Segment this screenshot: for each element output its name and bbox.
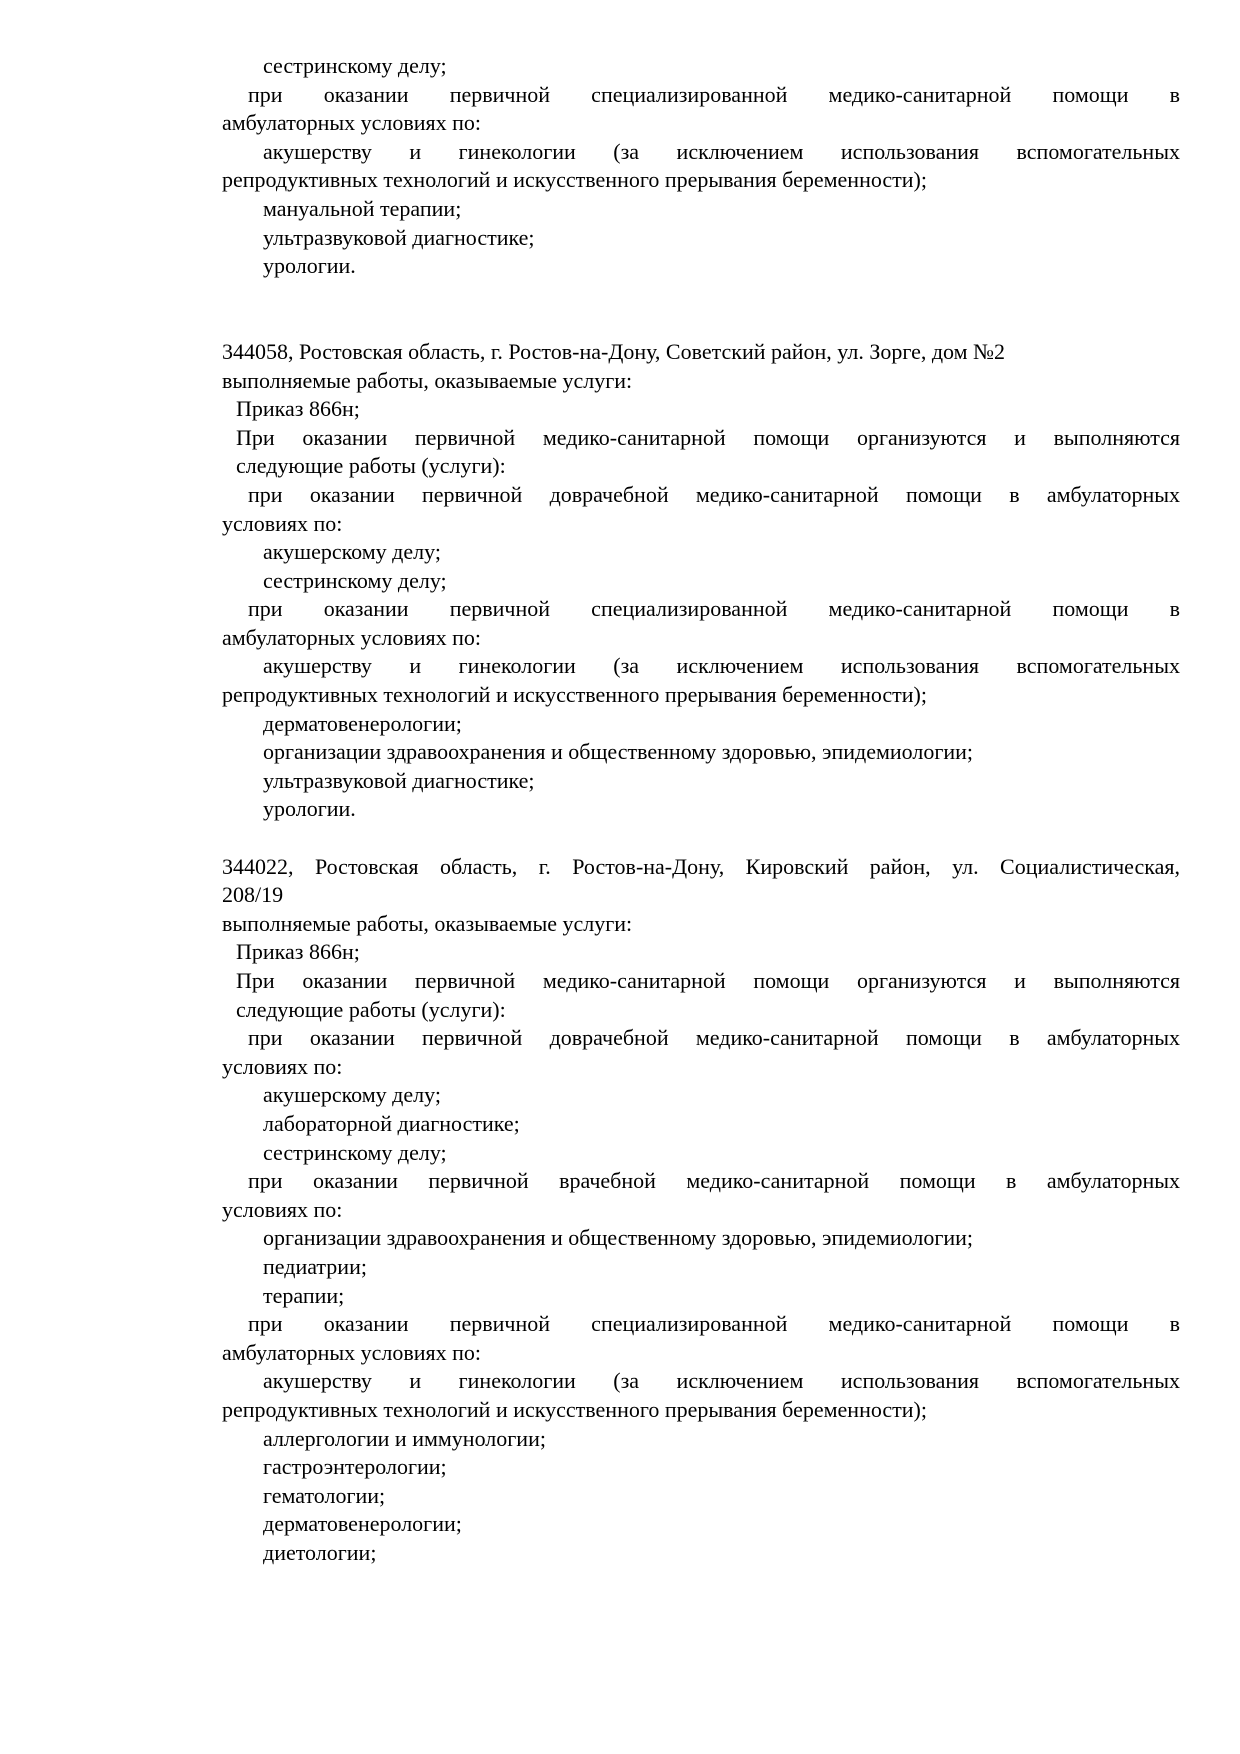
text-line: мануальной терапии; [263,195,462,221]
text-line: 344058, Ростовская область, г. Ростов-на-Дону, Советский район, ул. Зорге, дом №2 [222,338,1006,364]
text-line: сестринскому делу; [263,567,447,593]
text-line: диетологии; [263,1539,377,1565]
text-line: акушерскому делу; [263,1082,441,1108]
text-line: аллергологии и иммунологии; [263,1425,546,1451]
text-line: При оказании первичной медико-санитарной помощи организуются и выполняются [236,968,1180,993]
text-line: условиях по: [222,1053,343,1079]
text-line: при оказании первичной специализированной медико-санитарной помощи в [248,1311,1180,1337]
text-line: сестринскому делу; [263,53,447,78]
text-line: Приказ 866н; [236,939,360,965]
text-line: Приказ 866н; [236,396,360,422]
text-line: урологии. [263,253,356,279]
text-line: акушерству и гинекологии (за исключением использования вспомогательных [263,1368,1180,1394]
text-line: гематологии; [263,1482,386,1508]
text-line: педиатрии; [263,1253,367,1279]
text-line: условиях по: [222,510,343,536]
text-line: выполняемые работы, оказываемые услуги: [222,910,633,936]
text-line: при оказании первичной специализированной медико-санитарной помощи в [248,596,1180,622]
text-line: акушерскому делу; [263,539,441,565]
text-line: ультразвуковой диагностике; [263,224,535,250]
text-line: организации здравоохранения и общественному здоровью, эпидемиологии; [263,739,974,765]
section-address-344058 [222,338,1180,824]
text-line: амбулаторных условиях по: [222,110,482,136]
text-line: акушерству и гинекологии (за исключением использования вспомогательных [263,653,1180,679]
text-line: амбулаторных условиях по: [222,624,482,650]
text-line: урологии. [263,796,356,822]
text-line: 344022, Ростовская область, г. Ростов-на-Дону, Кировский район, ул. Социалистическая, [222,853,1180,879]
section-continuation [222,52,1180,281]
text-line: выполняемые работы, оказываемые услуги: [222,367,633,393]
text-line: репродуктивных технологий и искусственного прерывания беременности); [222,682,927,708]
text-line: при оказании первичной специализированной медико-санитарной помощи в [248,81,1180,107]
text-line: репродуктивных технологий и искусственного прерывания беременности); [222,167,927,193]
text-line: репродуктивных технологий и искусственного прерывания беременности); [222,1396,927,1422]
text-line: лабораторной диагностике; [263,1110,520,1136]
text-line: акушерству и гинекологии (за исключением использования вспомогательных [263,138,1180,164]
text-line: дерматовенерологии; [263,710,462,736]
text-line: При оказании первичной медико-санитарной помощи организуются и выполняются [236,424,1180,450]
text-line: терапии; [263,1282,345,1308]
text-line: при оказании первичной врачебной медико-санитарной помощи в амбулаторных [248,1168,1180,1194]
text-line: дерматовенерологии; [263,1511,462,1537]
text-line: следующие работы (услуги): [236,996,506,1022]
text-line: 208/19 [222,882,284,908]
text-line: организации здравоохранения и общественному здоровью, эпидемиологии; [263,1225,974,1251]
text-line: при оказании первичной доврачебной медико-санитарной помощи в амбулаторных [248,1025,1180,1051]
section-address-344022 [222,853,1180,1568]
text-line: амбулаторных условиях по: [222,1339,482,1365]
text-line: гастроэнтерологии; [263,1454,447,1480]
text-line: при оказании первичной доврачебной медико-санитарной помощи в амбулаторных [248,481,1180,507]
document-body [222,52,1180,1567]
text-line: ультразвуковой диагностике; [263,767,535,793]
text-line: условиях по: [222,1196,343,1222]
text-line: сестринскому делу; [263,1139,447,1165]
text-line: следующие работы (услуги): [236,453,506,479]
